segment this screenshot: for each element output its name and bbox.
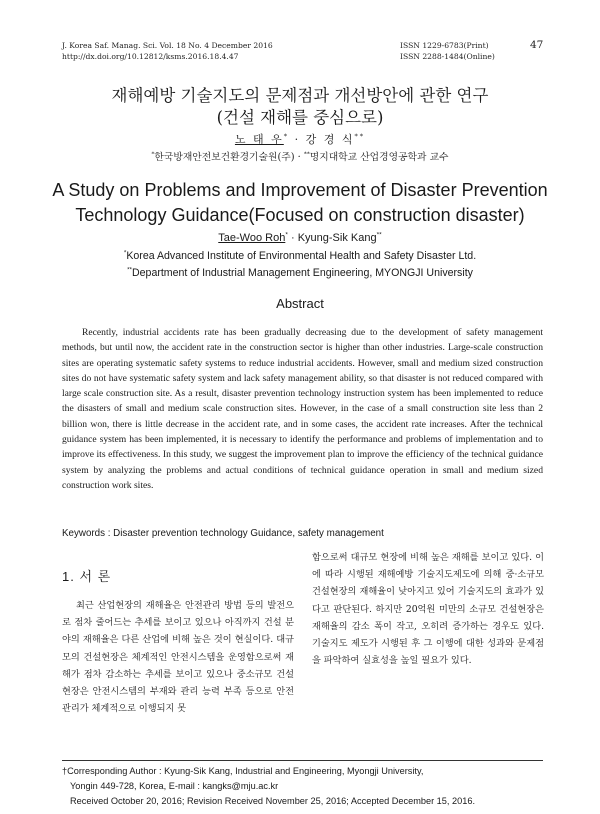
affiliation-mark: **	[127, 266, 133, 274]
section-heading: 1. 서 론	[62, 569, 112, 584]
body-right-column: 함으로써 대규모 현장에 비해 높은 재해를 보이고 있다. 이에 따라 시행된 재해예방 기술지도제도에 의해 중·소규모 건설현장의 재해율이 낮아지고 있어 기술지도의 효과가 있다고 판단된다. 하지만 20억원 미만의 소규모 건설현장은 재해율의 감소 폭이 작고, 오히려 증가하는 경우도 있다. 기술지도 제도가 시행된 후 그 이행에 대한 성과와 문제점을 파악하여 실효성을 높일 필요가 있다.	[312, 552, 544, 667]
footnote-address: Yongin 449-728, Korea, E-mail : kangks@mju.ac.kr	[70, 781, 279, 791]
korean-affiliations	[0, 149, 600, 163]
author-mark: **	[376, 231, 382, 239]
english-author2: Kyung-Sik Kang	[297, 232, 377, 244]
doi-link[interactable]: http://dx.doi.org/10.12812/ksms.2016.18.4.47	[62, 52, 239, 61]
korean-affiliation1: 한국방재안전보건환경기술원(주)	[154, 152, 295, 163]
journal-info: J. Korea Saf. Manag. Sci. Vol. 18 No. 4 December 2016	[62, 41, 273, 50]
affiliation-mark: *	[123, 249, 127, 257]
abstract-body: Recently, industrial accidents rate has been gradually decreasing due to the development of safety management methods, but until now, the accident rate in the construction sector is higher than other industries. Large-scale construction sites are operating systematic safety systems to reduce industrial accidents. However, small and medium sized construction sites do not have systematic safety system and lack safety management ability, so that disaster is not reduced compared with large scale construction site. As a result, disaster prevention technology instruction system has been implemented to reduce the disasters of small and medium scale construction sites. However, in the case of a small construction site less than 2 billion won, there is little decrease in the accident rate, and in some cases, the accident rate increases. After the technical guidance system has been implemented, it is necessary to identify the performance and problems of implementation and to improve its effectiveness. In this study, we suggest the improvement plan to improve the efficiency of the technical guidance system by analyzing the problems and actual conditions of technical guidance operation in small and medium sized construction work sites.	[62, 327, 543, 491]
english-title-line2: Technology Guidance(Focused on construction disaster)	[75, 205, 525, 225]
korean-title-line2: (건설 재해를 중심으로)	[216, 108, 384, 127]
journal-citation	[62, 40, 273, 62]
footnote-divider	[62, 760, 543, 761]
english-authors	[0, 232, 600, 244]
footnote-dates: Received October 20, 2016; Revision Received November 25, 2016; Accepted December 15, 2016.	[70, 796, 475, 806]
issn-block	[400, 40, 495, 62]
abstract-heading: Abstract	[276, 296, 324, 311]
affiliation-separator: ·	[294, 152, 304, 163]
english-author1: Tae-Woo Roh	[218, 232, 286, 244]
korean-affiliation2: 명지대학교 산업경영공학과 교수	[309, 152, 449, 163]
korean-author2: 강 경 식	[305, 133, 355, 146]
footnote-corresponding: †Corresponding Author : Kyung-Sik Kang, Industrial and Engineering, Myongji University,	[62, 766, 424, 776]
author-separator: ·	[287, 232, 298, 244]
english-affiliation2	[0, 267, 600, 279]
author-mark: **	[354, 132, 366, 141]
english-title-line1: A Study on Problems and Improvement of Disaster Prevention	[52, 180, 548, 200]
korean-authors	[0, 131, 600, 147]
issn-online: ISSN 2288-1484(Online)	[400, 52, 495, 61]
body-left-column: 최근 산업현장의 재해율은 안전관리 방법 등의 발전으로 점차 줄어드는 추세를 보이고 있으나 아직까지 건설 분야의 재해율은 다른 산업에 비해 높은 것이 현실이다. 대규모의 건설현장은 체계적인 안전시스템을 운영함으로써 재해가 점차 감소하는 추세를 보이고 있으나 중소규모 건설현장은 안전시스템의 부재와 관리 능력 부족 등으로 안전관리가 체계적으로 이행되지 못	[62, 600, 294, 715]
korean-title-line1: 재해예방 기술지도의 문제점과 개선방안에 관한 연구	[111, 86, 489, 105]
english-affiliation1	[0, 250, 600, 262]
issn-print: ISSN 1229-6783(Print)	[400, 41, 489, 50]
affiliation-mark: **	[303, 151, 310, 158]
affiliation-text: Korea Advanced Institute of Environmental Health and Safety Disaster Ltd.	[126, 250, 477, 262]
author-mark: *	[283, 132, 290, 141]
page-number: 47	[530, 39, 544, 51]
affiliation-text: Department of Industrial Management Engineering, MYONGJI University	[132, 267, 473, 279]
affiliation-mark: *	[151, 151, 155, 158]
korean-author1: 노 태 우	[234, 133, 284, 146]
author-separator: ·	[289, 133, 306, 146]
author-mark: *	[285, 231, 288, 239]
keywords: Keywords : Disaster prevention technology Guidance, safety management	[62, 528, 384, 539]
